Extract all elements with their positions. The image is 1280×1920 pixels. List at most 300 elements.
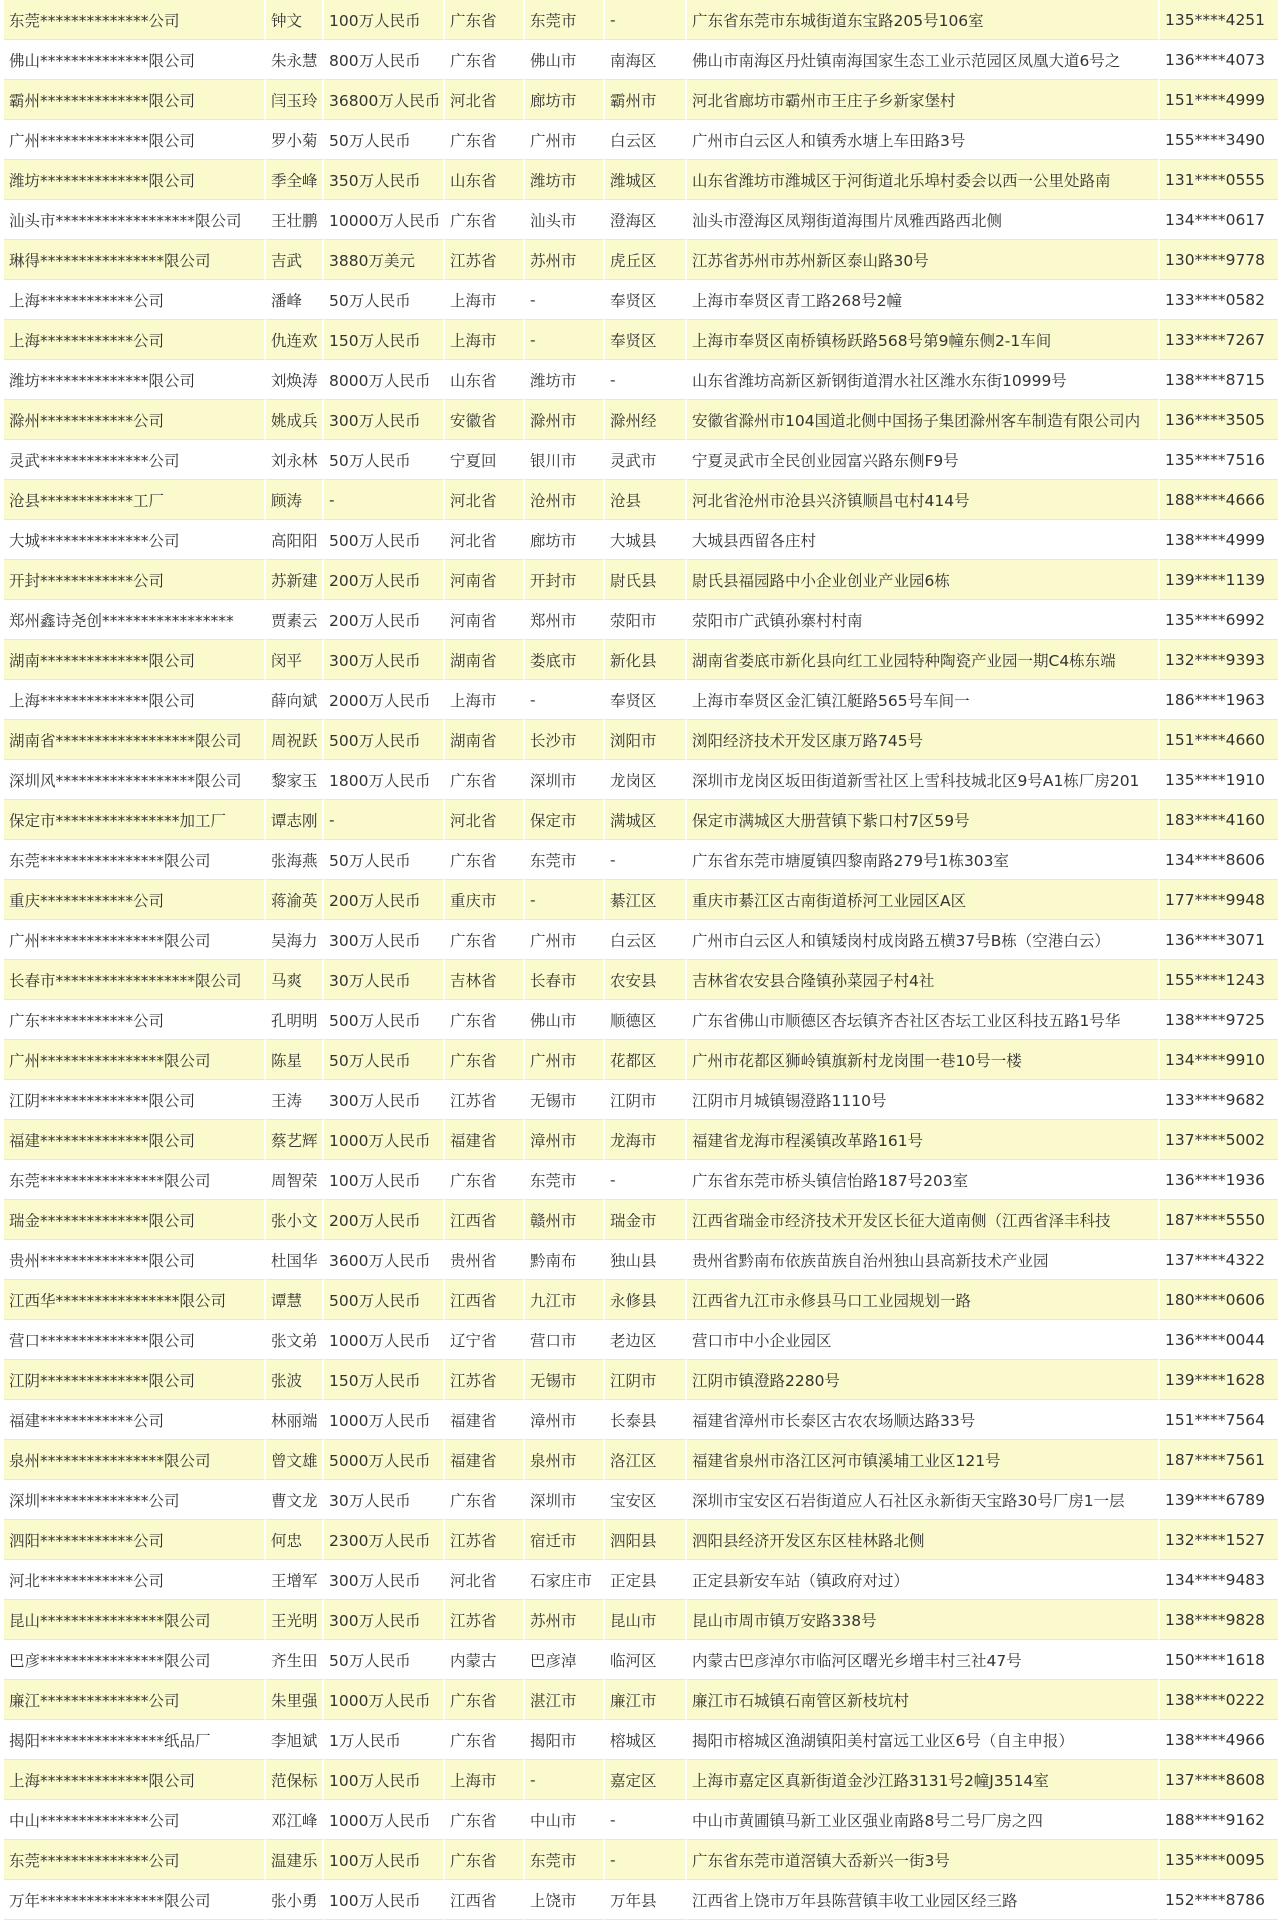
province-cell: 广东省 — [445, 120, 525, 160]
district-cell: 榕城区 — [605, 1720, 687, 1760]
registered-capital-cell: 300万人民币 — [324, 1600, 445, 1640]
legal-rep-cell: 范保标 — [266, 1760, 324, 1800]
address-cell: 福建省龙海市程溪镇改革路161号 — [687, 1120, 1160, 1160]
table-row — [4, 360, 1278, 400]
company-name-cell: 潍坊**************限公司 — [4, 160, 266, 200]
city-cell: 东莞市 — [525, 0, 605, 40]
registered-capital-cell: 300万人民币 — [324, 1080, 445, 1120]
province-cell: 河南省 — [445, 560, 525, 600]
registered-capital-cell: - — [324, 480, 445, 520]
table-row — [4, 800, 1278, 840]
phone-cell: 139****1139 — [1160, 560, 1278, 600]
legal-rep-cell: 刘永林 — [266, 440, 324, 480]
province-cell: 江苏省 — [445, 1360, 525, 1400]
company-name-cell: 营口**************限公司 — [4, 1320, 266, 1360]
city-cell: 无锡市 — [525, 1360, 605, 1400]
table-row — [4, 1360, 1278, 1400]
registered-capital-cell: 500万人民币 — [324, 720, 445, 760]
company-name-cell: 滁州************公司 — [4, 400, 266, 440]
city-cell: 深圳市 — [525, 760, 605, 800]
district-cell: 洛江区 — [605, 1440, 687, 1480]
phone-cell: 138****8715 — [1160, 360, 1278, 400]
company-name-cell: 汕头市******************限公司 — [4, 200, 266, 240]
city-cell: 佛山市 — [525, 1000, 605, 1040]
table-row — [4, 1160, 1278, 1200]
registered-capital-cell: 100万人民币 — [324, 1880, 445, 1920]
district-cell: 嘉定区 — [605, 1760, 687, 1800]
legal-rep-cell: 黎家玉 — [266, 760, 324, 800]
legal-rep-cell: 钟文 — [266, 0, 324, 40]
address-cell: 湖南省娄底市新化县向红工业园特种陶瓷产业园一期C4栋东端 — [687, 640, 1160, 680]
table-row — [4, 840, 1278, 880]
district-cell: 江阴市 — [605, 1080, 687, 1120]
company-name-cell: 东莞****************限公司 — [4, 840, 266, 880]
phone-cell: 136****4073 — [1160, 40, 1278, 80]
district-cell: 沧县 — [605, 480, 687, 520]
province-cell: 广东省 — [445, 1720, 525, 1760]
legal-rep-cell: 马爽 — [266, 960, 324, 1000]
phone-cell: 134****0617 — [1160, 200, 1278, 240]
address-cell: 荥阳市广武镇孙寨村村南 — [687, 600, 1160, 640]
table-row — [4, 720, 1278, 760]
province-cell: 河北省 — [445, 1560, 525, 1600]
company-table — [4, 0, 1278, 1920]
legal-rep-cell: 吴海力 — [266, 920, 324, 960]
table-row — [4, 40, 1278, 80]
registered-capital-cell: 30万人民币 — [324, 960, 445, 1000]
province-cell: 福建省 — [445, 1440, 525, 1480]
table-row — [4, 600, 1278, 640]
phone-cell: 187****5550 — [1160, 1200, 1278, 1240]
registered-capital-cell: 300万人民币 — [324, 400, 445, 440]
registered-capital-cell: 3600万人民币 — [324, 1240, 445, 1280]
address-cell: 广东省东莞市道滘镇大岙新兴一街3号 — [687, 1840, 1160, 1880]
table-row — [4, 240, 1278, 280]
district-cell: 荥阳市 — [605, 600, 687, 640]
address-cell: 营口市中小企业园区 — [687, 1320, 1160, 1360]
city-cell: 佛山市 — [525, 40, 605, 80]
address-cell: 山东省潍坊高新区新钢街道渭水社区潍水东街10999号 — [687, 360, 1160, 400]
legal-rep-cell: 张小文 — [266, 1200, 324, 1240]
phone-cell: 138****4999 — [1160, 520, 1278, 560]
phone-cell: 135****1910 — [1160, 760, 1278, 800]
table-row — [4, 0, 1278, 40]
registered-capital-cell: 50万人民币 — [324, 120, 445, 160]
address-cell: 江西省上饶市万年县陈营镇丰收工业园区经三路 — [687, 1880, 1160, 1920]
company-name-cell: 瑞金**************限公司 — [4, 1200, 266, 1240]
city-cell: 东莞市 — [525, 1160, 605, 1200]
company-name-cell: 江阴**************限公司 — [4, 1360, 266, 1400]
phone-cell: 139****1628 — [1160, 1360, 1278, 1400]
table-row — [4, 1640, 1278, 1680]
registered-capital-cell: 1000万人民币 — [324, 1120, 445, 1160]
address-cell: 上海市嘉定区真新街道金沙江路3131号2幢J3514室 — [687, 1760, 1160, 1800]
address-cell: 福建省漳州市长泰区古农农场顺达路33号 — [687, 1400, 1160, 1440]
legal-rep-cell: 周智荣 — [266, 1160, 324, 1200]
province-cell: 广东省 — [445, 840, 525, 880]
address-cell: 广东省东莞市东城街道东宝路205号106室 — [687, 0, 1160, 40]
company-name-cell: 贵州**************限公司 — [4, 1240, 266, 1280]
company-name-cell: 沧县************工厂 — [4, 480, 266, 520]
table-row — [4, 120, 1278, 160]
province-cell: 广东省 — [445, 1800, 525, 1840]
district-cell: 老边区 — [605, 1320, 687, 1360]
table-row — [4, 1080, 1278, 1120]
address-cell: 重庆市綦江区古南街道桥河工业园区A区 — [687, 880, 1160, 920]
company-name-cell: 保定市****************加工厂 — [4, 800, 266, 840]
company-name-cell: 长春市******************限公司 — [4, 960, 266, 1000]
address-cell: 上海市奉贤区青工路268号2幢 — [687, 280, 1160, 320]
district-cell: 泗阳县 — [605, 1520, 687, 1560]
company-name-cell: 巴彦****************限公司 — [4, 1640, 266, 1680]
province-cell: 河北省 — [445, 80, 525, 120]
city-cell: 娄底市 — [525, 640, 605, 680]
province-cell: 山东省 — [445, 360, 525, 400]
province-cell: 广东省 — [445, 1040, 525, 1080]
district-cell: 白云区 — [605, 920, 687, 960]
legal-rep-cell: 蔡艺辉 — [266, 1120, 324, 1160]
legal-rep-cell: 邓江峰 — [266, 1800, 324, 1840]
company-name-cell: 深圳风******************限公司 — [4, 760, 266, 800]
province-cell: 山东省 — [445, 160, 525, 200]
legal-rep-cell: 闵平 — [266, 640, 324, 680]
registered-capital-cell: 1000万人民币 — [324, 1800, 445, 1840]
city-cell: 深圳市 — [525, 1480, 605, 1520]
legal-rep-cell: 杜国华 — [266, 1240, 324, 1280]
registered-capital-cell: 50万人民币 — [324, 840, 445, 880]
legal-rep-cell: 顾涛 — [266, 480, 324, 520]
company-name-cell: 福建************公司 — [4, 1400, 266, 1440]
address-cell: 贵州省黔南布依族苗族自治州独山县高新技术产业园 — [687, 1240, 1160, 1280]
registered-capital-cell: 2000万人民币 — [324, 680, 445, 720]
company-name-cell: 上海**************限公司 — [4, 680, 266, 720]
address-cell: 广东省东莞市塘厦镇四黎南路279号1栋303室 — [687, 840, 1160, 880]
legal-rep-cell: 张文弟 — [266, 1320, 324, 1360]
address-cell: 揭阳市榕城区渔湖镇阳美村富远工业区6号（自主申报） — [687, 1720, 1160, 1760]
registered-capital-cell: 100万人民币 — [324, 1760, 445, 1800]
district-cell: 白云区 — [605, 120, 687, 160]
table-row — [4, 400, 1278, 440]
registered-capital-cell: 800万人民币 — [324, 40, 445, 80]
city-cell: - — [525, 280, 605, 320]
address-cell: 尉氏县福园路中小企业创业产业园6栋 — [687, 560, 1160, 600]
table-row — [4, 1120, 1278, 1160]
district-cell: 廉江市 — [605, 1680, 687, 1720]
company-name-cell: 东莞**************公司 — [4, 1840, 266, 1880]
address-cell: 泗阳县经济开发区东区桂林路北侧 — [687, 1520, 1160, 1560]
city-cell: 苏州市 — [525, 240, 605, 280]
province-cell: 宁夏回 — [445, 440, 525, 480]
province-cell: 广东省 — [445, 1840, 525, 1880]
address-cell: 中山市黄圃镇马新工业区强业南路8号二号厂房之四 — [687, 1800, 1160, 1840]
district-cell: 临河区 — [605, 1640, 687, 1680]
registered-capital-cell: 500万人民币 — [324, 520, 445, 560]
province-cell: 上海市 — [445, 680, 525, 720]
city-cell: 潍坊市 — [525, 360, 605, 400]
legal-rep-cell: 王涛 — [266, 1080, 324, 1120]
table-row — [4, 1720, 1278, 1760]
legal-rep-cell: 蒋渝英 — [266, 880, 324, 920]
district-cell: 潍城区 — [605, 160, 687, 200]
company-name-cell: 大城**************公司 — [4, 520, 266, 560]
phone-cell: 135****0095 — [1160, 1840, 1278, 1880]
address-cell: 广东省佛山市顺德区杏坛镇齐杏社区杏坛工业区科技五路1号华 — [687, 1000, 1160, 1040]
registered-capital-cell: 150万人民币 — [324, 320, 445, 360]
legal-rep-cell: 高阳阳 — [266, 520, 324, 560]
registered-capital-cell: 1000万人民币 — [324, 1400, 445, 1440]
registered-capital-cell: 36800万人民币 — [324, 80, 445, 120]
phone-cell: 150****1618 — [1160, 1640, 1278, 1680]
company-name-cell: 江西华****************限公司 — [4, 1280, 266, 1320]
legal-rep-cell: 张海燕 — [266, 840, 324, 880]
phone-cell: 186****1963 — [1160, 680, 1278, 720]
table-row — [4, 560, 1278, 600]
district-cell: 龙海市 — [605, 1120, 687, 1160]
district-cell: 瑞金市 — [605, 1200, 687, 1240]
address-cell: 广州市花都区狮岭镇旗新村龙岗围一巷10号一楼 — [687, 1040, 1160, 1080]
city-cell: 无锡市 — [525, 1080, 605, 1120]
city-cell: 泉州市 — [525, 1440, 605, 1480]
company-name-cell: 廉江**************公司 — [4, 1680, 266, 1720]
registered-capital-cell: - — [324, 800, 445, 840]
legal-rep-cell: 王壮鹏 — [266, 200, 324, 240]
phone-cell: 180****0606 — [1160, 1280, 1278, 1320]
city-cell: - — [525, 320, 605, 360]
registered-capital-cell: 350万人民币 — [324, 160, 445, 200]
registered-capital-cell: 150万人民币 — [324, 1360, 445, 1400]
district-cell: 綦江区 — [605, 880, 687, 920]
province-cell: 江苏省 — [445, 1080, 525, 1120]
district-cell: - — [605, 0, 687, 40]
phone-cell: 136****3071 — [1160, 920, 1278, 960]
city-cell: 广州市 — [525, 920, 605, 960]
legal-rep-cell: 仇连欢 — [266, 320, 324, 360]
registered-capital-cell: 100万人民币 — [324, 1840, 445, 1880]
company-name-cell: 佛山**************限公司 — [4, 40, 266, 80]
province-cell: 福建省 — [445, 1120, 525, 1160]
phone-cell: 133****9682 — [1160, 1080, 1278, 1120]
district-cell: 昆山市 — [605, 1600, 687, 1640]
district-cell: 农安县 — [605, 960, 687, 1000]
district-cell: - — [605, 1840, 687, 1880]
table-row — [4, 1280, 1278, 1320]
province-cell: 广东省 — [445, 1680, 525, 1720]
registered-capital-cell: 50万人民币 — [324, 1640, 445, 1680]
phone-cell: 138****9725 — [1160, 1000, 1278, 1040]
legal-rep-cell: 陈星 — [266, 1040, 324, 1080]
table-row — [4, 1240, 1278, 1280]
city-cell: 广州市 — [525, 120, 605, 160]
company-name-cell: 揭阳****************纸品厂 — [4, 1720, 266, 1760]
registered-capital-cell: 8000万人民币 — [324, 360, 445, 400]
phone-cell: 155****1243 — [1160, 960, 1278, 1000]
table-row — [4, 1560, 1278, 1600]
table-row — [4, 1400, 1278, 1440]
district-cell: 长泰县 — [605, 1400, 687, 1440]
legal-rep-cell: 薛向斌 — [266, 680, 324, 720]
address-cell: 佛山市南海区丹灶镇南海国家生态工业示范园区凤凰大道6号之 — [687, 40, 1160, 80]
province-cell: 安徽省 — [445, 400, 525, 440]
registered-capital-cell: 10000万人民币 — [324, 200, 445, 240]
company-name-cell: 广州**************限公司 — [4, 120, 266, 160]
company-name-cell: 广州****************限公司 — [4, 920, 266, 960]
phone-cell: 136****3505 — [1160, 400, 1278, 440]
legal-rep-cell: 苏新建 — [266, 560, 324, 600]
city-cell: - — [525, 680, 605, 720]
district-cell: 宝安区 — [605, 1480, 687, 1520]
legal-rep-cell: 齐生田 — [266, 1640, 324, 1680]
city-cell: - — [525, 1760, 605, 1800]
phone-cell: 134****9483 — [1160, 1560, 1278, 1600]
company-name-cell: 霸州**************限公司 — [4, 80, 266, 120]
province-cell: 福建省 — [445, 1400, 525, 1440]
district-cell: 奉贤区 — [605, 280, 687, 320]
district-cell: 永修县 — [605, 1280, 687, 1320]
district-cell: 江阴市 — [605, 1360, 687, 1400]
address-cell: 福建省泉州市洛江区河市镇溪埔工业区121号 — [687, 1440, 1160, 1480]
table-row — [4, 280, 1278, 320]
address-cell: 吉林省农安县合隆镇孙菜园子村4社 — [687, 960, 1160, 1000]
legal-rep-cell: 曾文雄 — [266, 1440, 324, 1480]
registered-capital-cell: 1000万人民币 — [324, 1320, 445, 1360]
province-cell: 江苏省 — [445, 240, 525, 280]
legal-rep-cell: 谭志刚 — [266, 800, 324, 840]
table-row — [4, 1440, 1278, 1480]
city-cell: 廊坊市 — [525, 80, 605, 120]
city-cell: - — [525, 880, 605, 920]
address-cell: 上海市奉贤区金汇镇江艇路565号车间一 — [687, 680, 1160, 720]
city-cell: 赣州市 — [525, 1200, 605, 1240]
province-cell: 江西省 — [445, 1280, 525, 1320]
city-cell: 中山市 — [525, 1800, 605, 1840]
company-name-cell: 琳得****************限公司 — [4, 240, 266, 280]
company-name-cell: 湖南**************限公司 — [4, 640, 266, 680]
phone-cell: 132****9393 — [1160, 640, 1278, 680]
table-row — [4, 440, 1278, 480]
company-name-cell: 江阴**************限公司 — [4, 1080, 266, 1120]
city-cell: 黔南布 — [525, 1240, 605, 1280]
phone-cell: 133****0582 — [1160, 280, 1278, 320]
district-cell: 花都区 — [605, 1040, 687, 1080]
city-cell: 上饶市 — [525, 1880, 605, 1920]
address-cell: 正定县新安车站（镇政府对过） — [687, 1560, 1160, 1600]
registered-capital-cell: 5000万人民币 — [324, 1440, 445, 1480]
address-cell: 浏阳经济技术开发区康万路745号 — [687, 720, 1160, 760]
phone-cell: 138****0222 — [1160, 1680, 1278, 1720]
company-name-cell: 上海**************限公司 — [4, 1760, 266, 1800]
phone-cell: 135****6992 — [1160, 600, 1278, 640]
province-cell: 江西省 — [445, 1880, 525, 1920]
city-cell: 廊坊市 — [525, 520, 605, 560]
registered-capital-cell: 50万人民币 — [324, 1040, 445, 1080]
table-row — [4, 1320, 1278, 1360]
phone-cell: 151****4999 — [1160, 80, 1278, 120]
company-name-cell: 广东************公司 — [4, 1000, 266, 1040]
registered-capital-cell: 1万人民币 — [324, 1720, 445, 1760]
table-row — [4, 760, 1278, 800]
legal-rep-cell: 朱里强 — [266, 1680, 324, 1720]
address-cell: 内蒙古巴彦淖尔市临河区曙光乡增丰村三社47号 — [687, 1640, 1160, 1680]
phone-cell: 183****4160 — [1160, 800, 1278, 840]
province-cell: 河北省 — [445, 520, 525, 560]
province-cell: 江西省 — [445, 1200, 525, 1240]
address-cell: 江西省九江市永修县马口工业园规划一路 — [687, 1280, 1160, 1320]
province-cell: 江苏省 — [445, 1520, 525, 1560]
table-row — [4, 1000, 1278, 1040]
city-cell: 潍坊市 — [525, 160, 605, 200]
province-cell: 辽宁省 — [445, 1320, 525, 1360]
company-name-cell: 郑州鑫诗尧创***************** — [4, 600, 266, 640]
district-cell: 澄海区 — [605, 200, 687, 240]
registered-capital-cell: 300万人民币 — [324, 920, 445, 960]
address-cell: 江苏省苏州市苏州新区泰山路30号 — [687, 240, 1160, 280]
phone-cell: 187****7561 — [1160, 1440, 1278, 1480]
legal-rep-cell: 刘焕涛 — [266, 360, 324, 400]
district-cell: 龙岗区 — [605, 760, 687, 800]
company-name-cell: 昆山****************限公司 — [4, 1600, 266, 1640]
city-cell: 东莞市 — [525, 840, 605, 880]
city-cell: 广州市 — [525, 1040, 605, 1080]
table-row — [4, 1840, 1278, 1880]
legal-rep-cell: 曹文龙 — [266, 1480, 324, 1520]
district-cell: 奉贤区 — [605, 320, 687, 360]
legal-rep-cell: 王光明 — [266, 1600, 324, 1640]
legal-rep-cell: 贾素云 — [266, 600, 324, 640]
legal-rep-cell: 罗小菊 — [266, 120, 324, 160]
city-cell: 揭阳市 — [525, 1720, 605, 1760]
address-cell: 汕头市澄海区凤翔街道海围片凤雅西路西北侧 — [687, 200, 1160, 240]
province-cell: 上海市 — [445, 320, 525, 360]
legal-rep-cell: 张小勇 — [266, 1880, 324, 1920]
province-cell: 广东省 — [445, 1160, 525, 1200]
registered-capital-cell: 30万人民币 — [324, 1480, 445, 1520]
address-cell: 广东省东莞市桥头镇信怡路187号203室 — [687, 1160, 1160, 1200]
phone-cell: 134****8606 — [1160, 840, 1278, 880]
phone-cell: 177****9948 — [1160, 880, 1278, 920]
phone-cell: 137****5002 — [1160, 1120, 1278, 1160]
table-row — [4, 1480, 1278, 1520]
address-cell: 广州市白云区人和镇矮岗村成岗路五横37号B栋（空港白云） — [687, 920, 1160, 960]
city-cell: 郑州市 — [525, 600, 605, 640]
company-name-cell: 东莞**************公司 — [4, 0, 266, 40]
district-cell: 霸州市 — [605, 80, 687, 120]
phone-cell: 139****6789 — [1160, 1480, 1278, 1520]
city-cell: 苏州市 — [525, 1600, 605, 1640]
table-row — [4, 320, 1278, 360]
city-cell: 营口市 — [525, 1320, 605, 1360]
address-cell: 广州市白云区人和镇秀水塘上车田路3号 — [687, 120, 1160, 160]
district-cell: 万年县 — [605, 1880, 687, 1920]
phone-cell: 151****4660 — [1160, 720, 1278, 760]
city-cell: 保定市 — [525, 800, 605, 840]
address-cell: 宁夏灵武市全民创业园富兴路东侧F9号 — [687, 440, 1160, 480]
phone-cell: 130****9778 — [1160, 240, 1278, 280]
registered-capital-cell: 50万人民币 — [324, 280, 445, 320]
city-cell: 银川市 — [525, 440, 605, 480]
address-cell: 安徽省滁州市104国道北侧中国扬子集团滁州客车制造有限公司内 — [687, 400, 1160, 440]
address-cell: 山东省潍坊市潍城区于河街道北乐埠村委会以西一公里处路南 — [687, 160, 1160, 200]
address-cell: 上海市奉贤区南桥镇杨跃路568号第9幢东侧2-1车间 — [687, 320, 1160, 360]
registered-capital-cell: 200万人民币 — [324, 880, 445, 920]
company-name-cell: 上海************公司 — [4, 280, 266, 320]
table-row — [4, 880, 1278, 920]
legal-rep-cell: 季全峰 — [266, 160, 324, 200]
company-table-body — [4, 0, 1278, 1920]
district-cell: 滁州经 — [605, 400, 687, 440]
address-cell: 深圳市龙岗区坂田街道新雪社区上雪科技城北区9号A1栋厂房201 — [687, 760, 1160, 800]
province-cell: 上海市 — [445, 1760, 525, 1800]
city-cell: 湛江市 — [525, 1680, 605, 1720]
